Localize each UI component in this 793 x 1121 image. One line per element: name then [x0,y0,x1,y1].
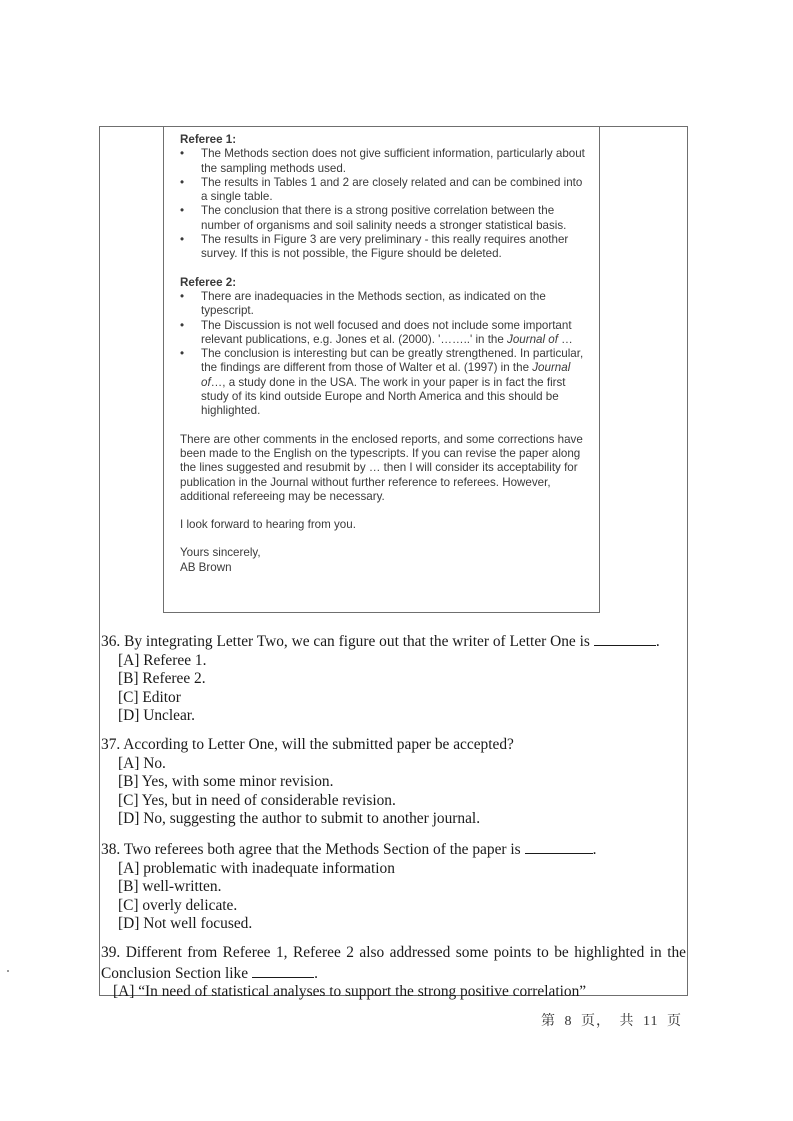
bullet-icon: • [180,147,185,161]
option-b: [B] well-written. [118,878,222,896]
referee1-points [180,147,589,261]
page-number: 第 8 页， 共 11 页 [541,1014,682,1029]
list-item: • The results in Tables 1 and 2 are closely related and can be combined into a single table. [180,175,583,204]
option-a: [A] “In need of statistical analyses to support the strong positive correlation” [113,983,587,1001]
signature: AB Brown [180,560,232,574]
option-b: [B] Referee 2. [118,670,206,688]
question-38: 38. Two referees both agree that the Methods Section of the paper is . [A] problematic with inadequate information [B] well-written. [C] overly delicate. [D] Not well focused. [101,839,686,934]
option-c: [C] Editor [118,688,181,706]
bullet-icon: • [180,289,185,303]
answer-blank [252,963,314,978]
look-forward-line: I look forward to hearing from you. [180,518,356,532]
option-a: [A] Referee 1. [118,651,207,669]
list-item: • The Methods section does not give sufficient information, particularly about the sampling methods used. [180,147,585,175]
option-d: [D] No, suggesting the author to submit to another journal. [118,810,481,828]
option-a: [A] problematic with inadequate information [118,859,395,877]
option-d: [D] Unclear. [118,707,195,725]
option-d: [D] Not well focused. [118,915,253,933]
scan-speck [7,970,9,972]
question-39: 39. Different from Referee 1, Referee 2 also addressed some points to be highlighted in the Conclusion Section like . [A] “In need of statistical analyses to support the strong positive correlation” [101,943,686,1001]
bullet-icon: • [180,318,185,332]
answer-blank [525,839,593,854]
list-item: • The Discussion is not well focused and does not include some important relevant publications, e.g. Jones et al. (2000). '……..' in the Journal of … [180,318,573,346]
option-c: [C] Yes, but in need of considerable revision. [118,791,396,809]
answer-blank [594,631,656,646]
question-36: 36. By integrating Letter Two, we can figure out that the writer of Letter One is . [A] Referee 1. [B] Referee 2. [C] Editor [D] Unclear. [101,631,686,726]
closing-paragraph: There are other comments in the enclosed reports, and some corrections have been made to the English on the typescripts. If you can revise the paper along the lines suggested and resubmit by … then I will consider its acceptability for publication in the Journal without further reference to referees. However, additional refereeing may be necessary. [180,432,583,503]
list-item: • There are inadequacies in the Methods section, as indicated on the typescript. [180,289,546,318]
bullet-icon: • [180,175,185,189]
bullet-icon: • [180,233,185,247]
question-section [101,631,686,1012]
option-b: [B] Yes, with some minor revision. [118,773,334,791]
bullet-icon: • [180,347,185,361]
list-item: • The results in Figure 3 are very preliminary - this really requires another survey. If this is not possible, the Figure should be deleted. [180,233,569,261]
list-item: • The conclusion that there is a strong positive correlation between the number of organisms and soil salinity needs a stronger statistical basis. [180,204,567,232]
referee1-heading: Referee 1: [180,133,237,146]
referee2-points [180,290,589,419]
option-c: [C] overly delicate. [118,896,238,914]
bullet-icon: • [180,204,185,218]
sign-off: Yours sincerely, [180,546,261,560]
question-37: 37. According to Letter One, will the submitted paper be accepted? [A] No. [B] Yes, with some minor revision. [C] Yes, but in need of considerable revision. [D] No, suggesting the author to submit to another journal. [101,736,686,829]
option-a: [A] No. [118,754,166,772]
referee2-heading: Referee 2: [180,275,237,289]
letter-box [163,126,600,613]
list-item: • The conclusion is interesting but can be greatly strengthened. In particular, the findings are different from those of Walter et al. (1997) in the Journal of…, a study done in the USA. The work in your paper is in fact the first study of its kind outside Europe and North America and this should be highlighted. [180,347,584,418]
